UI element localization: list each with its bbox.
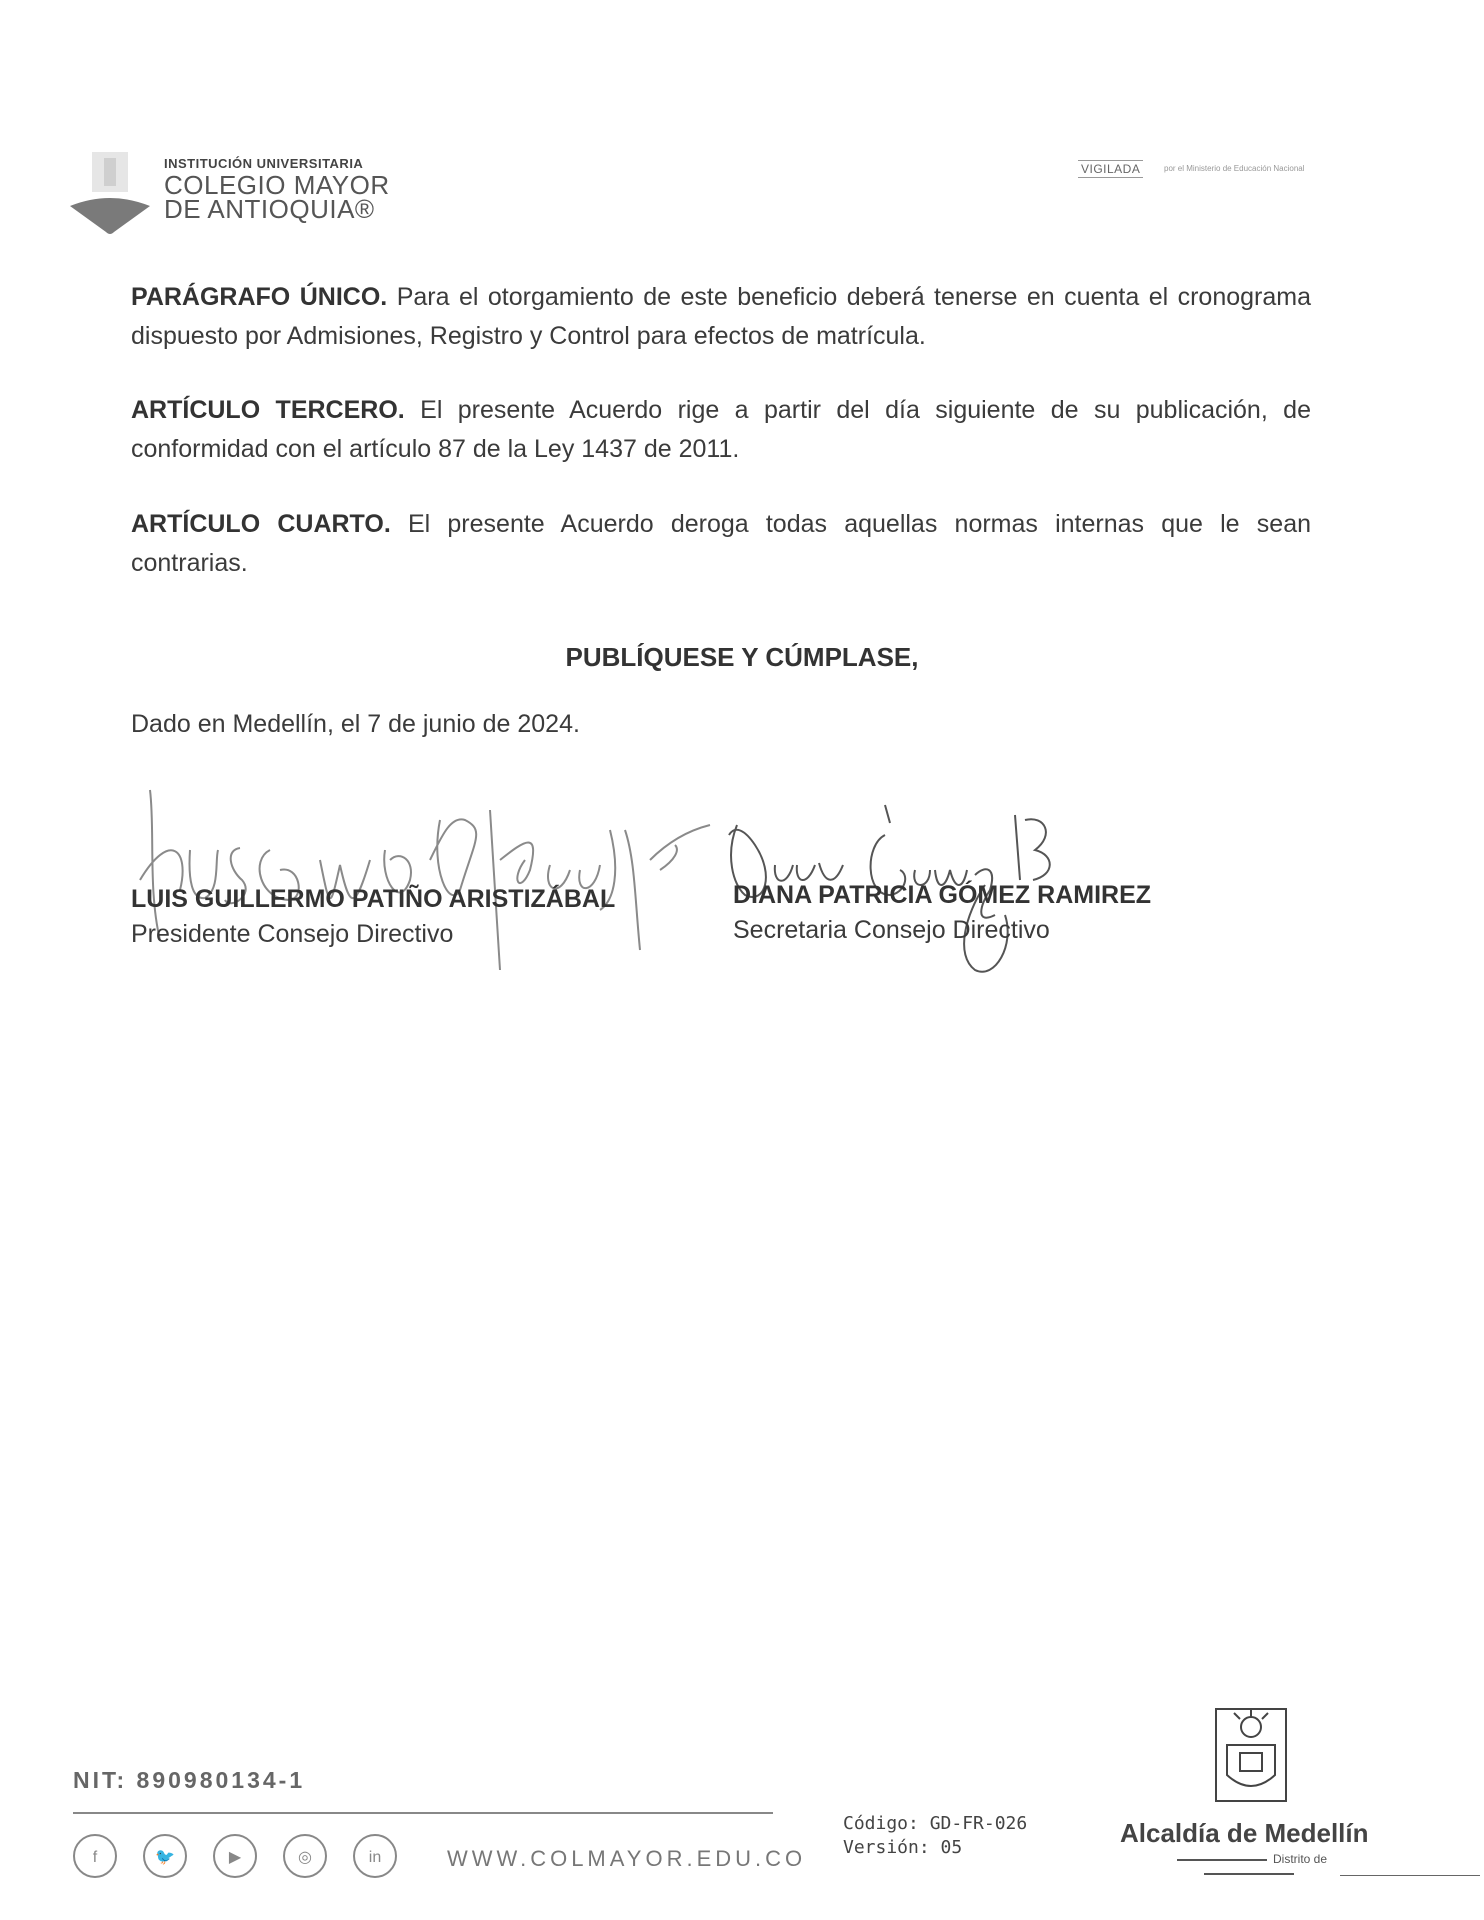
date-line: Dado en Medellín, el 7 de junio de 2024. (131, 710, 580, 738)
paragraph-label: PARÁGRAFO ÚNICO. (131, 283, 388, 311)
linkedin-icon[interactable]: in (353, 1834, 397, 1878)
facebook-icon[interactable]: f (73, 1834, 117, 1878)
distrito-text: Distrito de (1272, 1852, 1328, 1866)
signatory-2-role: Secretaria Consejo Directivo (733, 916, 1050, 944)
paragraph-unico (131, 278, 1311, 356)
instagram-icon[interactable]: ◎ (283, 1834, 327, 1878)
youtube-icon[interactable]: ▶ (213, 1834, 257, 1878)
version-label: Versión: 05 (843, 1837, 963, 1858)
medellin-crest-icon (1212, 1705, 1290, 1805)
twitter-icon[interactable]: 🐦 (143, 1834, 187, 1878)
signatory-2-name: DIANA PATRICIA GÓMEZ RAMIREZ (733, 881, 1152, 909)
article-label: ARTÍCULO TERCERO. (131, 396, 405, 424)
website-link[interactable]: WWW.COLMAYOR.EDU.CO (447, 1846, 807, 1871)
signatory-1-role: Presidente Consejo Directivo (131, 920, 454, 948)
articulo-cuarto (131, 505, 1311, 583)
closing-formula: PUBLÍQUESE Y CÚMPLASE, (565, 642, 919, 672)
article-text: El presente Acuerdo deroga todas aquellas normas internas que le sean contrarias. (131, 510, 1311, 577)
codigo-label: Código: GD-FR-026 (843, 1813, 1028, 1834)
nit-number: NIT: 890980134-1 (73, 1767, 306, 1793)
articulo-tercero (131, 391, 1311, 469)
alcaldia-label: Alcaldía de Medellín (1120, 1818, 1369, 1848)
institution-name-line1: COLEGIO MAYOR (164, 170, 390, 200)
paragraph-text: Para el otorgamiento de este beneficio deberá tenerse en cuenta el cronograma dispuesto por Admisiones, Registro y Control para efectos de matrícula. (131, 283, 1312, 350)
institution-name-line2: DE ANTIOQUIA® (164, 194, 375, 224)
institution-type: INSTITUCIÓN UNIVERSITARIA (164, 156, 364, 171)
institution-logo-icon (70, 148, 150, 238)
article-text: El presente Acuerdo rige a partir del día siguiente de su publicación, de conformidad con el artículo 87 de la Ley 1437 de 2011. (131, 396, 1311, 463)
bottom-rule (1340, 1875, 1480, 1876)
document-code (843, 1812, 1027, 1860)
signatory-1-name: LUIS GUILLERMO PATIÑO ARISTIZÁBAL (131, 885, 616, 913)
vigilada-label: VIGILADA (1078, 160, 1143, 178)
vigilada-note: por el Ministerio de Educación Nacional (1164, 164, 1305, 173)
footer-divider (73, 1812, 773, 1814)
article-label: ARTÍCULO CUARTO. (131, 510, 391, 538)
